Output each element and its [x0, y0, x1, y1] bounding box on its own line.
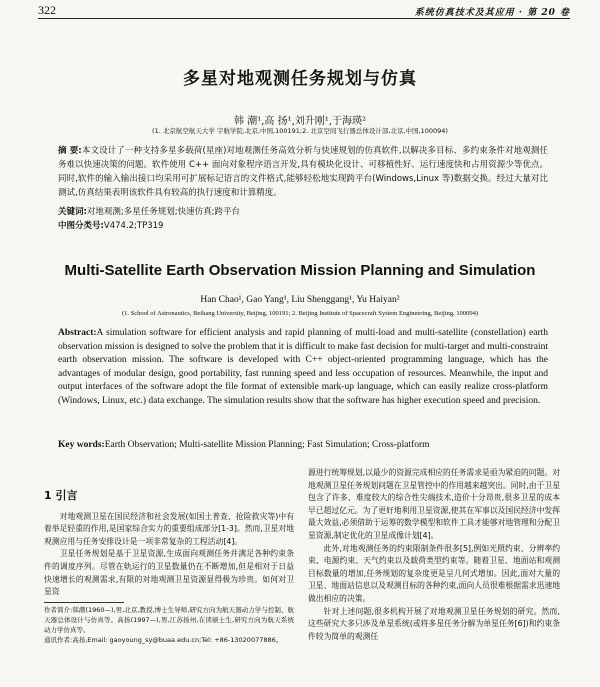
keywords-zh-label: 关键词: — [58, 207, 87, 217]
section-1-heading: 1 引言 — [44, 489, 78, 502]
keywords-zh-text: 对地观测;多星任务规划;快速仿真;跨平台 — [86, 207, 240, 217]
abstract-en — [58, 327, 548, 408]
footnote-contact: 通讯作者:高扬,Email: gaoyoung_sy@buaa.edu.cn;Tel: +86-13020077886。 — [44, 635, 283, 644]
right-paragraph: 源进行统筹规划,以最少的资源完成相应的任务需求是亟为紧迫的问题。对地观测卫星任务规划问题在卫星管控中的作用越来越突出。同时,由于卫星包含了许多、难度较大的综合性尖端技术,造价十分昂贵,很多卫星的成本早已超过亿元。为了更好地利用卫星资源,使其在军事以及国民经济中发挥最大效益,必须借助于运筹的数学模型和软件工具才能够对地管理和分配卫星资源,制定优化的卫星成像计划[4]。 — [308, 468, 560, 540]
left-paragraph: 卫星任务规划是基于卫星资源,生成面向观测任务并满足各种约束条件的调度序列。尽管在轨运行的卫星数量仍在不断增加,但是相对于日益快速增长的观测需求,有限的对地观测卫星资源显得极为珍贵。如何对卫星资 — [44, 549, 294, 597]
footnote-author-bio: 作者简介:韩潮(1960—),男,北京,教授,博士生导师,研究方向为航天器动力学与控制、航天器总体设计与仿真等。高扬(1997—),男,江苏扬州,在读硕士生,研究方向为航天系统动力学仿真等。 — [44, 605, 294, 634]
abstract-zh-text: 本文设计了一种支持多星多载荷(星座)对地观测任务高效分析与快速规划的仿真软件,以解决多目标、多约束条件对地观测任务难以快速决策的问题。软件使用 C++ 面向对象程序语言开发,具有模块化设计、可移植性好、运行速度快和占用资源少等优点。同时,软件的输入输出接口均采用可扩展标记语言的文件格式,能够轻松地实现跨平台(Windows,Linux 等)数据交换。经过大量对比测试,仿真结果表明该软件具有较高的执行速度和计算精度。 — [58, 146, 549, 198]
title-en: Multi-Satellite Earth Observation Mission Planning and Simulation — [64, 262, 536, 279]
right-column — [308, 467, 560, 643]
abstract-zh — [58, 144, 548, 200]
abstract-zh-label: 摘 要: — [58, 146, 82, 156]
keywords-en-text: Earth Observation; Multi-satellite Mission Planning; Fast Simulation; Cross-platform — [104, 440, 430, 450]
left-paragraph: 对地观测卫星在国民经济和社会发展(如国土普查、抢险救灾等)中有着举足轻重的作用,是国家综合实力的重要组成部分[1-3]。然而,卫星对地观测应用与任务安排设计是一项非常复杂的工程活动[4]。 — [44, 511, 294, 546]
classification-code — [58, 219, 548, 233]
left-column — [44, 490, 294, 645]
classification-text: V474.2;TP319 — [103, 221, 164, 231]
authors-zh: 韩 潮¹,高 扬¹,刘升刚¹,于海瑛² — [234, 116, 366, 127]
title-zh: 多星对地观测任务规划与仿真 — [183, 69, 417, 89]
footnote-rule — [44, 602, 124, 603]
keywords-en — [58, 440, 548, 450]
right-paragraph: 此外,对地观测任务的约束限制条件很多[5],例如光照约束、分辨率约束、电源约束、天气约束以及载荷类型约束等。随着卫星、地面站和观测目标数量的增加,任务规划的复杂度更是呈几何式增加。因此,面对大量的卫星、地面站信息以及观测目标的各种约束,面向人员很难根据需求迅速地做出相应的决策。 — [308, 543, 560, 603]
affiliations-en: (1. School of Astronautics, Beihang University, Beijing, 100191; 2. Beijing Institute of Spacecraft System Engineering, Beijing, 100094) — [121, 310, 479, 317]
abstract-en-text: A simulation software for efficient analysis and rapid planning of multi-load and multi-satellite (constellation) earth observation mission is designed to solve the problem that it is difficult to make fast decision for multi-target and multi-constraint earth observation mission. The software is developed with C++ object-oriented programming language, which has the advantages of modular design, good portability, fast running speed and less occupation of resources. Meanwhile, the input and output interfaces of the software adopt the file format of extensible mark-up language, which can easily realize cross-platform (Windows, Linux, etc.) data exchange. The simulation results show that the software has higher execution speed and precision. — [58, 328, 548, 406]
affiliations-zh: (1. 北京航空航天大学 宇航学院,北京,中国,100191;2. 北京空间飞行器总体设计部,北京,中国,100094) — [152, 127, 448, 135]
page-number: 322 — [38, 3, 56, 17]
right-paragraph: 针对上述问题,很多机构开展了对地观测卫星任务规划的研究。然而,这些研究大多只涉及单星系统(或将多星任务分解为单星任务[6])和约束条件较为简单的观测任 — [308, 606, 560, 641]
journal-name: 系统仿真技术及其应用 · 第 20 卷 — [414, 8, 570, 18]
keywords-zh — [58, 205, 548, 219]
header-rule — [38, 18, 570, 19]
authors-en: Han Chao¹, Gao Yang¹, Liu Shenggang¹, Yu Haiyan² — [200, 295, 400, 305]
classification-label: 中图分类号: — [58, 221, 104, 231]
abstract-en-label: Abstract: — [58, 328, 97, 338]
keywords-en-label: Key words: — [58, 440, 105, 450]
